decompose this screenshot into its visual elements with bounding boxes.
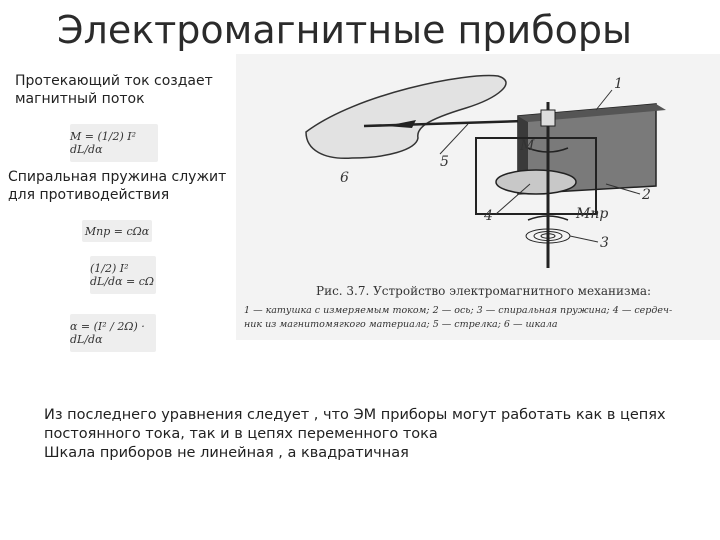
spring-text <box>8 168 226 204</box>
current-flux-text <box>15 72 213 108</box>
label-torque: M <box>520 138 535 154</box>
current-flux-line-2: магнитный поток <box>15 91 145 107</box>
label-counter-torque: Mпр <box>576 206 609 222</box>
equilibrium-formula: (1/2) I² dL/dα = cΩ <box>90 256 156 294</box>
current-flux-line-1: Протекающий ток создает <box>15 73 213 89</box>
counter-torque-formula: Mпр = cΩα <box>82 220 152 242</box>
conclusion-line-1: Из последнего уравнения следует , что ЭМ приборы могут работать как в цепях <box>44 407 666 423</box>
figure-caption-title: Рис. 3.7. Устройство электромагнитного механизма: <box>316 284 652 298</box>
figure-caption-text <box>244 304 672 332</box>
mechanism-figure <box>236 54 720 340</box>
conclusion-line-3: Шкала приборов не линейная , а квадратичная <box>44 445 409 461</box>
label-1: 1 <box>614 76 623 92</box>
conclusion-line-2: постоянного тока, так и в цепях переменного тока <box>44 426 438 442</box>
label-4: 4 <box>484 208 493 224</box>
figure-caption-line-2: ник из магнитомягкого материала; 5 — стрелка; 6 — шкала <box>244 319 558 330</box>
spring-line-1: Спиральная пружина служит <box>8 169 227 185</box>
conclusion-text <box>44 406 666 463</box>
torque-formula: M = (1/2) I² dL/dα <box>70 124 158 162</box>
label-6: 6 <box>340 170 349 186</box>
slide-title: Электромагнитные приборы <box>57 8 633 52</box>
label-5: 5 <box>440 154 449 170</box>
spring-line-2: для противодействия <box>8 187 170 203</box>
figure-caption-line-1: 1 — катушка с измеряемым током; 2 — ось; 3 — спиральная пружина; 4 — сердеч- <box>244 305 673 316</box>
label-2: 2 <box>642 187 651 203</box>
label-3: 3 <box>600 235 609 251</box>
deflection-formula: α = (I² / 2Ω) · dL/dα <box>70 314 156 352</box>
